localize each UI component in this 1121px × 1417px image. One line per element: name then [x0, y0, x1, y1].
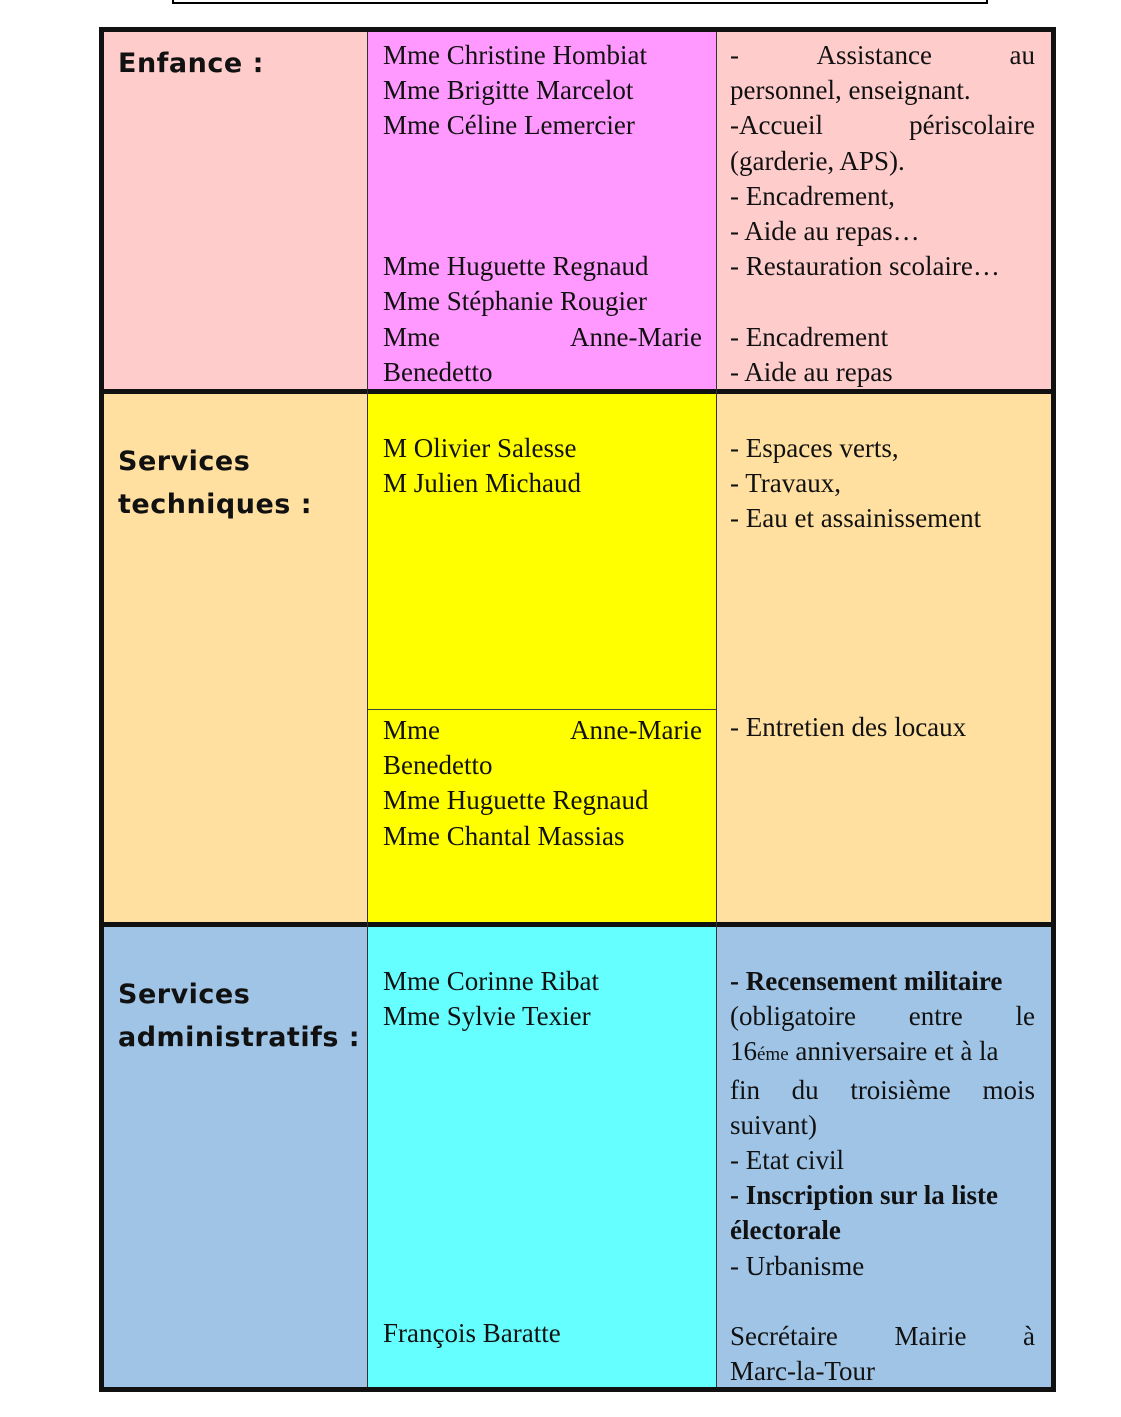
- duty-line: personnel, enseignant.: [730, 75, 971, 106]
- duty-line: fin du troisième mois: [730, 1074, 1035, 1105]
- staff-table: [99, 27, 1056, 1392]
- duty-line: - Travaux,: [730, 468, 842, 499]
- duty-line: - Restauration scolaire…: [730, 251, 1000, 282]
- techniques-label-line1: Services: [118, 446, 251, 477]
- duty-line: -Accueil périscolaire: [730, 110, 1035, 141]
- administratifs-category-cell: [104, 927, 367, 1387]
- header-box: [172, 0, 988, 4]
- duty-line: - Assistance au: [730, 40, 1035, 70]
- duty-line: Marc-la-Tour: [730, 1356, 876, 1387]
- duty-line: 16éme anniversaire et à la: [730, 1036, 999, 1067]
- column-divider: [716, 32, 717, 1387]
- administratifs-label-line1: Services: [118, 979, 251, 1010]
- duty-line: (garderie, APS).: [730, 145, 905, 176]
- staff-name: M Julien Michaud: [383, 468, 581, 499]
- techniques-category-cell: [104, 394, 367, 922]
- duty-line: - Espaces verts,: [730, 433, 899, 463]
- techniques-names-cell-2: [367, 710, 716, 922]
- staff-name-continued: Benedetto: [383, 356, 493, 387]
- duty-line: électorale: [730, 1215, 841, 1246]
- duty-line: - Entretien des locaux: [730, 711, 967, 742]
- duty-line: (obligatoire entre le: [730, 1001, 1035, 1032]
- duty-line: - Encadrement,: [730, 180, 895, 211]
- staff-name: Mme Brigitte Marcelot: [383, 75, 634, 106]
- duty-line: - Encadrement: [730, 321, 889, 352]
- staff-name: Mme Corinne Ribat: [383, 966, 599, 996]
- staff-name: Mme Huguette Regnaud: [383, 785, 649, 816]
- staff-name: Mme Chantal Massias: [383, 820, 625, 851]
- staff-name: M Olivier Salesse: [383, 433, 577, 463]
- administratifs-duties-cell: [716, 927, 1051, 1387]
- staff-name: Mme Stéphanie Rougier: [383, 286, 647, 317]
- duty-line: - Inscription sur la liste: [730, 1180, 999, 1211]
- enfance-category-cell: [104, 32, 367, 389]
- staff-name: Mme Sylvie Texier: [383, 1001, 591, 1032]
- duty-line: - Recensement militaire: [730, 966, 1003, 996]
- staff-name: Mme Christine Hombiat: [383, 40, 647, 70]
- enfance-names-cell: [367, 32, 716, 389]
- administratifs-label-line2: administratifs :: [118, 1022, 361, 1053]
- staff-name-continued: Benedetto: [383, 750, 493, 781]
- duty-line: suivant): [730, 1109, 817, 1140]
- column-divider: [367, 32, 368, 1387]
- enfance-duties-cell: [716, 32, 1051, 389]
- duty-line: - Aide au repas: [730, 356, 893, 387]
- staff-name: Mme Huguette Regnaud: [383, 251, 649, 282]
- staff-name: Mme Céline Lemercier: [383, 110, 635, 141]
- duty-line: - Aide au repas…: [730, 216, 920, 247]
- techniques-label-line2: techniques :: [118, 489, 313, 520]
- duty-line: Secrétaire Mairie à: [730, 1321, 1035, 1352]
- row-divider: [367, 709, 716, 710]
- staff-name: Mme Anne-Marie: [383, 321, 702, 352]
- duty-line: - Eau et assainissement: [730, 503, 982, 534]
- staff-name: François Baratte: [383, 1318, 561, 1349]
- techniques-names-cell-1: [367, 394, 716, 709]
- duty-line: - Etat civil: [730, 1145, 844, 1176]
- duty-line: - Urbanisme: [730, 1250, 865, 1281]
- enfance-label: Enfance :: [118, 48, 264, 79]
- techniques-duties-cell: [716, 394, 1051, 922]
- administratifs-names-cell: [367, 927, 716, 1387]
- staff-name: Mme Anne-Marie: [383, 715, 702, 745]
